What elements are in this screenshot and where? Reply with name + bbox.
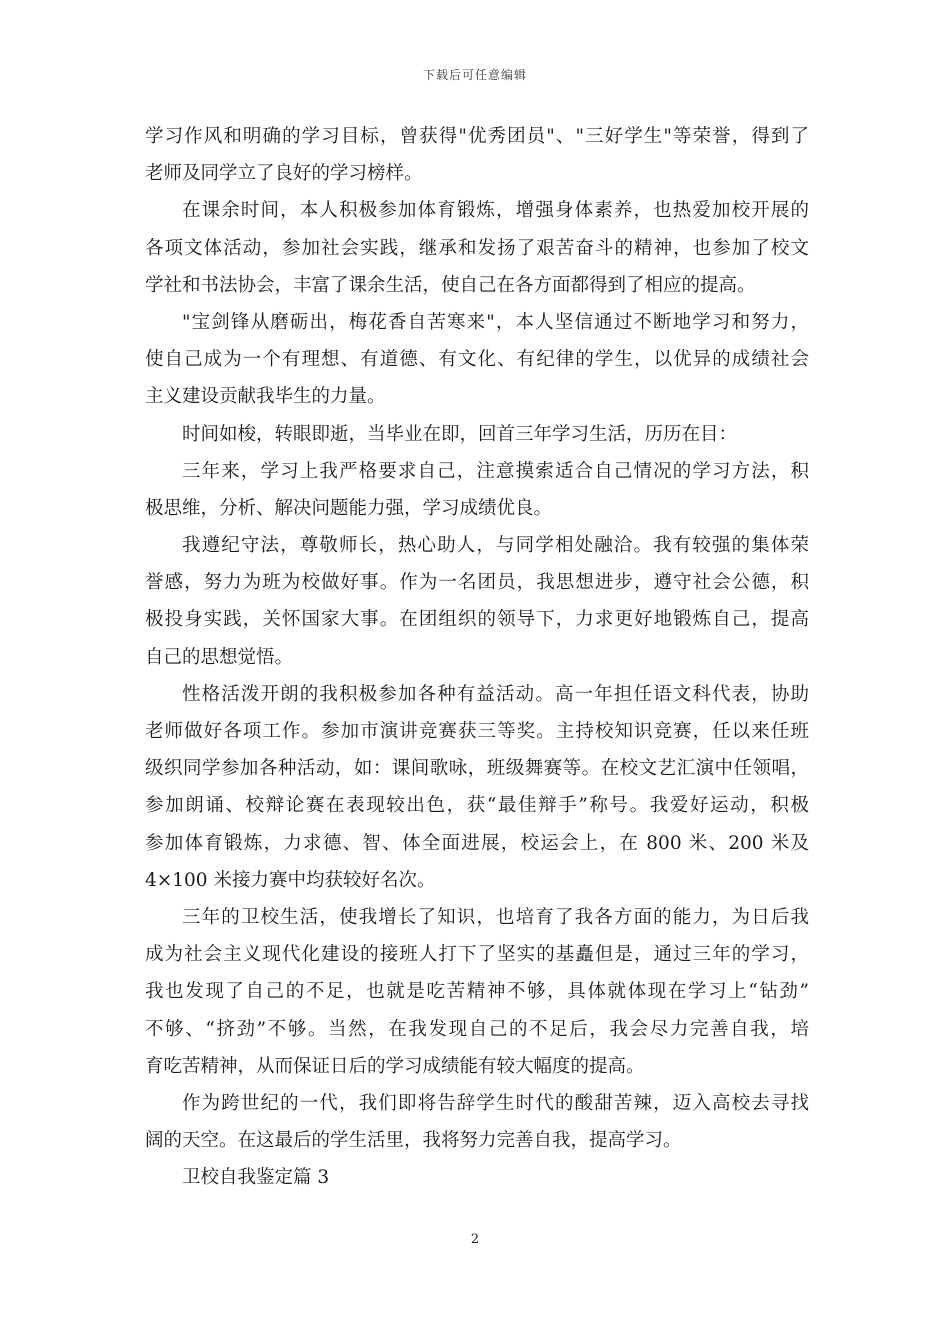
text-line: 三年的卫校生活，使我增长了知识，也培育了我各方面的能力，为日后我 [182,906,809,928]
text-line: 主义建设贡献我毕生的力量。 [145,386,386,408]
document-body [145,118,809,1196]
text-line: 三年来，学习上我严格要求自己，注意摸索适合自己情况的学习方法，积 [182,460,809,482]
text-line: 我也发现了自己的不足，也就是吃苦精神不够，具体就体现在学习上“钻劲” [145,981,809,1003]
text-line: 老师做好各项工作。参加市演讲竞赛获三等奖。主持校知识竞赛，任以来任班 [145,721,809,742]
text-line: 使自己成为一个有理想、有道德、有文化、有纪律的学生，以优异的成绩社会 [145,349,809,371]
text-line: 自己的思想觉悟。 [145,646,294,668]
text-line: 学社和书法协会，丰富了课余生活，使自己在各方面都得到了相应的提高。 [145,274,756,296]
text-line: 在课余时间，本人积极参加体育锻炼，增强身体素养，也热爱加校开展的 [182,200,809,222]
text-line: 誉感，努力为班为校做好事。作为一名团员，我思想进步，遵守社会公德，积 [145,572,809,594]
text-line: 参加体育锻炼，力求德、智、体全面进展，校运会上，在 800 米、200 米及 [145,832,809,854]
page-header: 下载后可任意编辑 [422,68,527,82]
text-line: 参加朗诵、校辩论赛在表现较出色，获“最佳辩手”称号。我爱好运动，积极 [145,795,809,817]
page-number: 2 [470,1232,480,1247]
text-line: 性格活泼开朗的我积极参加各种有益活动。高一年担任语文科代表，协助 [182,683,809,705]
text-line: 4×100 米接力赛中均获较好名次。 [145,869,436,891]
text-line: 作为跨世纪的一代，我们即将告辞学生时代的酸甜苦辣，迈入高校去寻找 [182,1092,809,1114]
text-line: 级织同学参加各种活动，如：课间歌咏，班级舞赛等。在校文艺汇演中任领唱， [145,758,809,780]
text-line: 阔的天空。在这最后的学生活里，我将努力完善自我，提高学习。 [145,1130,682,1152]
text-line: 不够、“挤劲”不够。当然，在我发现自己的不足后，我会尽力完善自我，培 [145,1018,809,1040]
text-line: 学习作风和明确的学习目标，曾获得"优秀团员"、"三好学生"等荣誉，得到了 [145,126,809,147]
text-line: 老师及同学立了良好的学习榜样。 [145,163,423,185]
text-line: 极投身实践，关怀国家大事。在团组织的领导下，力求更好地锻炼自己，提高 [145,609,809,631]
text-line: 各项文体活动，参加社会实践，继承和发扬了艰苦奋斗的精神，也参加了校文 [145,237,809,259]
text-line: 成为社会主义现代化建设的接班人打下了坚实的基矗但是，通过三年的学习， [145,944,809,966]
text-line: 育吃苦精神，从而保证日后的学习成绩能有较大幅度的提高。 [145,1055,645,1077]
text-line: 极思维，分析、解决问题能力强，学习成绩优良。 [145,497,553,519]
text-line: 我遵纪守法，尊敬师长，热心助人，与同学相处融洽。我有较强的集体荣 [182,535,809,557]
text-line: "宝剑锋从磨砺出，梅花香自苦寒来"，本人坚信通过不断地学习和努力， [182,311,809,333]
text-line: 时间如梭，转眼即逝，当毕业在即，回首三年学习生活，历历在目： [182,423,738,445]
text-line: 卫校自我鉴定篇 3 [182,1167,330,1189]
